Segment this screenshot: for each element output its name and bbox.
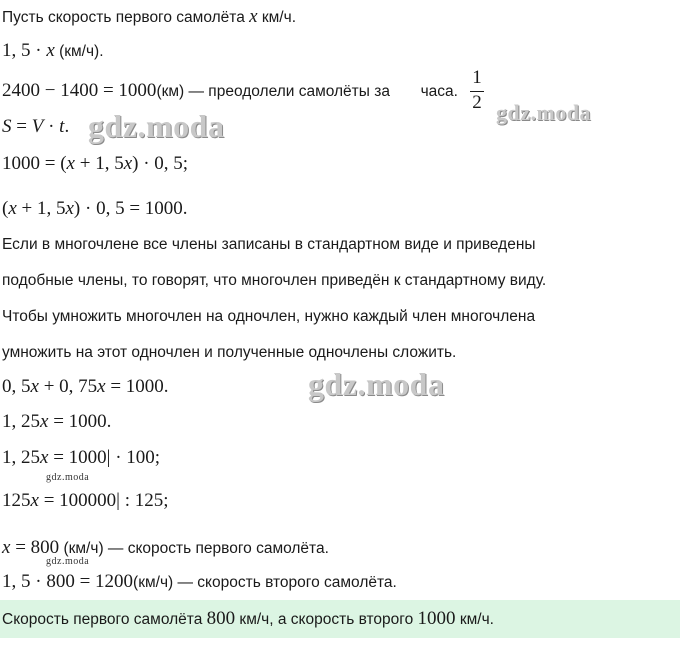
text: км/ч, а скорость второго	[235, 611, 418, 628]
text: часа.	[416, 83, 458, 100]
solution-line-4	[2, 116, 69, 138]
solution-line-14	[2, 490, 169, 512]
math: + 0, 75	[38, 376, 98, 397]
math: 1, 5 · 800 = 1200	[2, 571, 134, 592]
rule-text-3: Чтобы умножить многочлен на одночлен, нужно каждый член многочлена	[2, 308, 536, 325]
watermark: gdz.moda	[308, 366, 445, 402]
variable: x	[40, 411, 49, 432]
math: 2400 − 1400 = 1000	[2, 80, 157, 101]
watermark: gdz.moda	[46, 556, 90, 567]
variable: V	[31, 116, 44, 137]
answer-text	[2, 608, 494, 630]
rule-text-2: подобные члены, то говорят, что многочлен приведён к стандартному виду.	[2, 272, 547, 289]
watermark: gdz.moda	[88, 108, 225, 144]
variable: x	[66, 153, 75, 174]
variable: x	[46, 40, 55, 61]
math: 1, 25	[2, 411, 40, 432]
math: 1000	[417, 608, 456, 629]
solution-line-11	[2, 376, 169, 398]
fraction-denominator: 2	[472, 92, 482, 113]
text: (км/ч) — скорость первого самолёта.	[59, 540, 329, 557]
solution-line-2	[2, 40, 104, 62]
watermark: gdz.moda	[46, 472, 90, 483]
solution-line-6	[2, 198, 188, 220]
math: = 100000| : 125;	[38, 490, 169, 511]
math: = 1000.	[48, 411, 112, 432]
solution-line-3	[2, 80, 458, 102]
solution-line-12	[2, 411, 111, 433]
math: = 1000.	[105, 376, 169, 397]
math: 125	[2, 490, 31, 511]
solution-line-5	[2, 153, 188, 175]
solution-line-1	[2, 6, 296, 28]
math: 0, 5	[2, 376, 31, 397]
variable: t	[59, 116, 65, 137]
text: (км/ч).	[54, 43, 104, 60]
answer-box	[0, 600, 680, 638]
math: 1, 25	[2, 447, 40, 468]
math: = 800	[10, 537, 60, 558]
math: ·	[43, 116, 60, 137]
math: 800	[206, 608, 236, 629]
math: = 1000| · 100;	[48, 447, 161, 468]
text: (км) — преодолели самолёты за	[156, 83, 395, 100]
variable: x	[2, 537, 11, 558]
text: (км/ч) — скорость второго самолёта.	[133, 574, 397, 591]
variable: x	[8, 198, 17, 219]
solution-line-16	[2, 571, 397, 593]
variable: x	[65, 198, 74, 219]
math: 1, 5 ·	[2, 40, 47, 61]
math: + 1, 5	[74, 153, 124, 174]
variable: x	[30, 376, 39, 397]
math: ) · 0, 5;	[132, 153, 189, 174]
variable: S	[2, 116, 12, 137]
math: =	[11, 116, 32, 137]
variable: x	[123, 153, 133, 174]
rule-text-1: Если в многочлене все члены записаны в стандартном виде и приведены	[2, 236, 536, 253]
solution-line-13	[2, 447, 160, 469]
variable: x	[249, 6, 258, 27]
variable: x	[97, 376, 106, 397]
math: .	[64, 116, 70, 137]
variable: x	[40, 447, 49, 468]
watermark: gdz.moda	[496, 100, 592, 125]
math: + 1, 5	[16, 198, 66, 219]
text: км/ч.	[257, 9, 296, 26]
math: (	[2, 198, 9, 219]
fraction-numerator: 1	[472, 67, 482, 88]
text: Скорость первого самолёта	[2, 611, 207, 628]
variable: x	[30, 490, 39, 511]
text: км/ч.	[455, 611, 494, 628]
rule-text-4: умножить на этот одночлен и полученные одночлены сложить.	[2, 344, 457, 361]
math: ) · 0, 5 = 1000.	[73, 198, 188, 219]
text: Пусть скорость первого самолёта	[2, 9, 250, 26]
math: 1000 = (	[2, 153, 67, 174]
